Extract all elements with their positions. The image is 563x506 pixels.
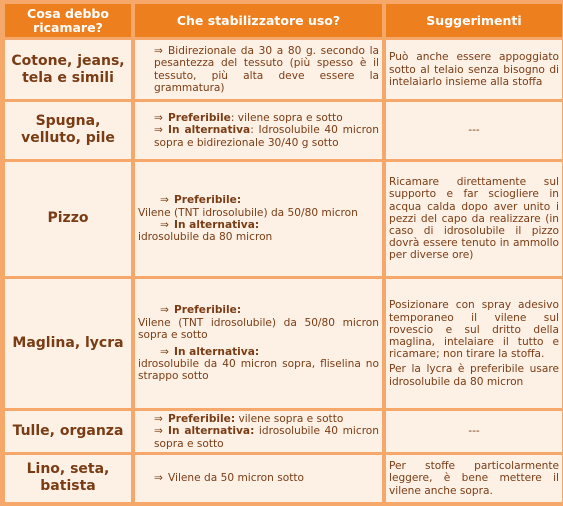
stabilizer-text: : vilene sopra e sotto: [230, 112, 343, 125]
tip-text: Può anche essere appoggiato sotto al telaio senza bisogno di intelaiarlo insieme alla stoffa: [389, 51, 559, 88]
stabilizer-text: : Idrosolubile 40 micron sopra e bidirezionale 30/40 g sotto: [154, 124, 379, 149]
table-row: [5, 411, 562, 452]
table-row: [5, 40, 562, 99]
table-row: [5, 102, 562, 158]
alternative-label: In alternativa:: [174, 346, 260, 359]
preferred-label: Preferibile:: [168, 413, 236, 426]
arrow-icon: ⇒: [160, 194, 169, 207]
material-cell: Cotone, jeans, tela e simili: [5, 40, 131, 99]
tip-text: Posizionare con spray adesivo temporaneo il vilene sul rovescio e sul dritto della maglina, intelaiare il tutto e ricamare; non tirare la stoffa.: [389, 299, 559, 361]
header-material: Cosa debbo ricamare?: [5, 4, 131, 37]
stabilizer-cell: [135, 40, 382, 99]
tip-cell: [386, 411, 562, 452]
stabilizer-text: idrosolubile da 40 micron sopra, fliselina no strappo sotto: [138, 358, 379, 383]
material-cell: Tulle, organza: [5, 411, 131, 452]
material-cell: Spugna, velluto, pile: [5, 102, 131, 158]
header-stabilizer: Che stabilizzatore uso?: [135, 4, 382, 37]
table-row: [5, 455, 562, 502]
stabilizer-cell: [135, 102, 382, 158]
preferred-label: Preferibile: [168, 112, 231, 125]
stabilizer-text: idrosolubile 40 micron sopra e sotto: [154, 425, 380, 450]
tip-text: Per stoffe particolarmente leggere, è bene mettere il vilene anche sopra.: [389, 460, 559, 497]
alternative-label: In alternativa:: [168, 425, 255, 438]
material-cell: Pizzo: [5, 162, 131, 277]
preferred-label: Preferibile:: [174, 194, 242, 207]
tip-text: Ricamare direttamente sul supporto e far sciogliere in acqua calda dopo aver unito i pezzi del capo da realizzare (in caso di idrosolubile il pizzo dovrà essere tenuto in ammollo per diverse ore): [389, 176, 559, 262]
alternative-label: In alternativa:: [174, 218, 260, 231]
arrow-icon: ⇒: [160, 218, 169, 231]
preferred-label: Preferibile:: [174, 304, 242, 317]
arrow-icon: ⇒: [154, 425, 163, 438]
stabilizer-text: vilene sopra e sotto: [235, 413, 344, 426]
stabilizer-cell: [135, 162, 382, 277]
tip-text: ---: [468, 425, 480, 438]
table-row: [5, 162, 562, 277]
stabilizer-cell: [135, 411, 382, 452]
stabilizer-text: Vilene (TNT idrosolubile) da 50/80 micron: [138, 206, 358, 219]
tip-cell: [386, 279, 562, 408]
arrow-icon: ⇒: [160, 304, 169, 317]
tip-cell: [386, 40, 562, 99]
tip-cell: [386, 162, 562, 277]
arrow-icon: ⇒: [154, 112, 163, 125]
table-row: [5, 279, 562, 408]
stabilizer-text: Vilene (TNT idrosolubile) da 50/80 micron sopra e sotto: [138, 316, 379, 341]
tip-cell: [386, 102, 562, 158]
arrow-icon: ⇒: [154, 124, 163, 137]
header-tips: Suggerimenti: [386, 4, 562, 37]
arrow-icon: ⇒: [154, 45, 163, 58]
tip-text: ---: [468, 124, 480, 137]
stabilizer-text: Bidirezionale da 30 a 80 g. secondo la pesantezza del tessuto (più spesso è il tessuto, più alta deve essere la grammatura): [154, 45, 379, 94]
arrow-icon: ⇒: [154, 413, 163, 426]
tip-cell: [386, 455, 562, 502]
stabilizer-table: [1, 1, 563, 505]
tip-text: Per la lycra è preferibile usare idrosolubile da 80 micron: [389, 363, 559, 388]
alternative-label: In alternativa: [168, 124, 251, 137]
arrow-icon: ⇒: [160, 346, 169, 359]
arrow-icon: ⇒: [154, 472, 163, 485]
stabilizer-text: Vilene da 50 micron sotto: [168, 472, 305, 485]
stabilizer-cell: [135, 455, 382, 502]
stabilizer-cell: [135, 279, 382, 408]
header-row: [5, 4, 562, 37]
material-cell: Maglina, lycra: [5, 279, 131, 408]
material-cell: Lino, seta, batista: [5, 455, 131, 502]
stabilizer-text: idrosolubile da 80 micron: [138, 231, 273, 244]
